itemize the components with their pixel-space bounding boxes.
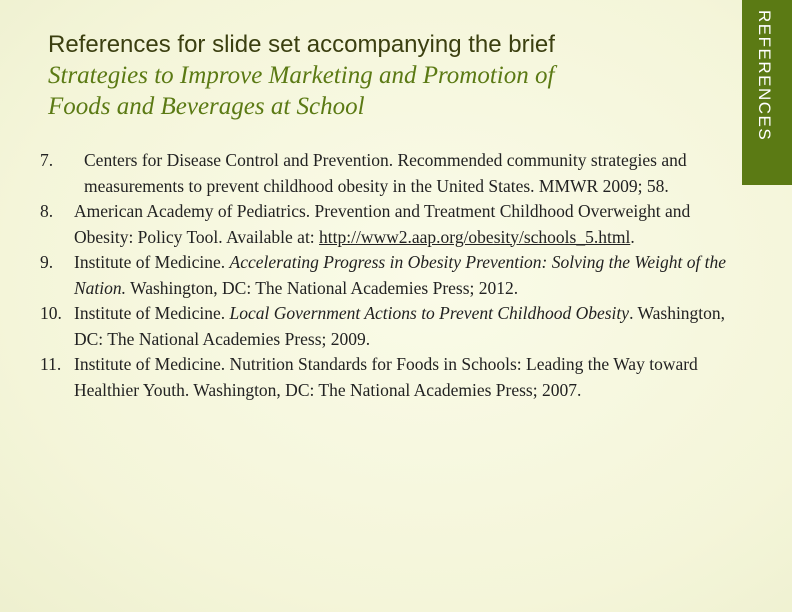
reference-number: 8. bbox=[40, 201, 54, 221]
reference-item-11 bbox=[40, 352, 730, 403]
reference-number: 7. bbox=[40, 150, 54, 170]
reference-item-10 bbox=[40, 301, 730, 352]
reference-number: 9. bbox=[40, 252, 54, 272]
slide-title bbox=[48, 30, 718, 122]
section-tab bbox=[742, 0, 792, 185]
brief-title-line-1: Strategies to Improve Marketing and Promotion of bbox=[48, 62, 555, 89]
reference-number: 10. bbox=[40, 303, 62, 323]
reference-text-end: . bbox=[630, 226, 635, 247]
reference-title-italic: Local Government Actions to Prevent Childhood Obesity bbox=[229, 303, 630, 323]
reference-text: Institute of Medicine. Nutrition Standards for Foods in Schools: Leading the Way toward Healthier Youth. Washington, DC: The National Academies Press; 2007. bbox=[74, 354, 698, 400]
reference-item-7 bbox=[40, 148, 730, 199]
section-tab-label: REFERENCES bbox=[755, 10, 774, 142]
reference-publisher: . Washington, DC: The National Academies Press; 2009. bbox=[74, 303, 726, 349]
reference-title-italic: Accelerating Progress in Obesity Prevention: Solving the Weight of the Nation. bbox=[74, 252, 727, 298]
reference-publisher: Washington, DC: The National Academies Press; 2012. bbox=[130, 277, 519, 298]
reference-item-9 bbox=[40, 250, 730, 301]
reference-text: American Academy of Pediatrics. Prevention and Treatment Childhood Overweight and Obesity: Policy Tool. Available at: bbox=[74, 201, 691, 247]
reference-author: Institute of Medicine. bbox=[74, 252, 226, 272]
reference-item-8 bbox=[40, 199, 730, 250]
brief-title-line-2: Foods and Beverages at School bbox=[48, 93, 365, 120]
reference-text: Centers for Disease Control and Prevention. Recommended community strategies and measurements to prevent childhood obesity in the United States. MMWR 2009; 58. bbox=[84, 150, 687, 196]
reference-link[interactable]: http://www2.aap.org/obesity/schools_5.html bbox=[319, 226, 631, 247]
title-line: References for slide set accompanying the brief bbox=[48, 31, 555, 58]
reference-author: Institute of Medicine. bbox=[74, 303, 226, 323]
reference-number: 11. bbox=[40, 354, 62, 374]
reference-list bbox=[40, 148, 730, 403]
